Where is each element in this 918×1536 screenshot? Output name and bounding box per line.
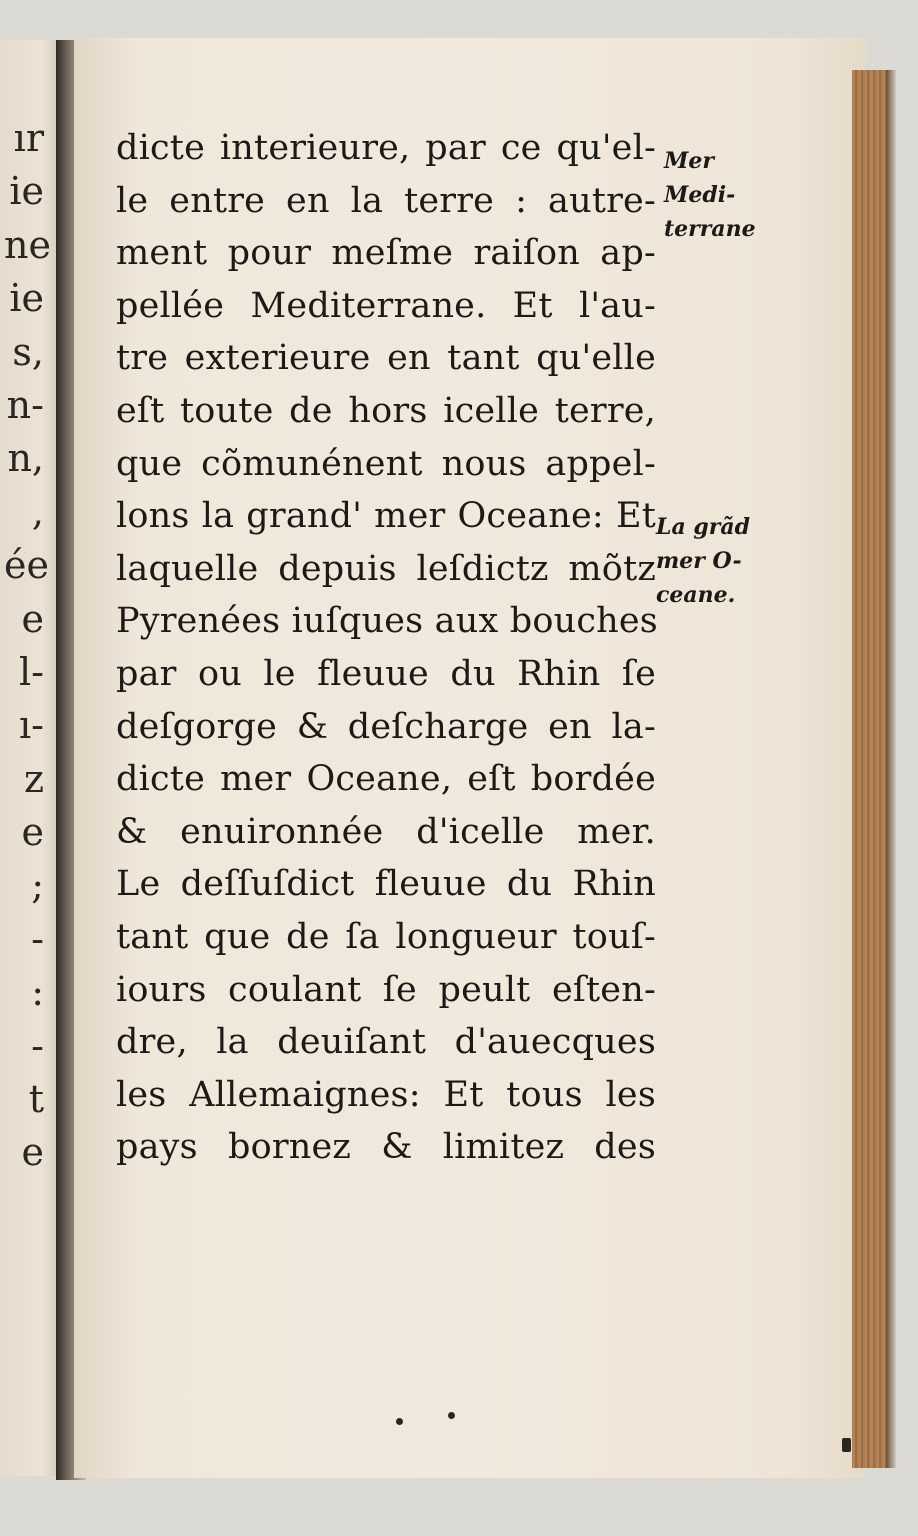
- text-line: deſgorge & deſcharge en la-: [116, 706, 656, 747]
- ink-dot: [396, 1418, 403, 1425]
- left-fragment: n,: [7, 436, 44, 481]
- text-line: & enuironnée d'icelle mer.: [116, 811, 656, 852]
- left-fragment: :: [31, 970, 44, 1015]
- left-fragment: ne: [4, 222, 51, 267]
- page-edge-mark: [842, 1438, 851, 1452]
- margin-note-line: Mer: [664, 148, 714, 174]
- left-fragment: ır: [13, 116, 44, 160]
- text-line: dicte interieure, par ce qu'el-: [116, 128, 656, 168]
- text-line: ment pour meſme raiſon ap-: [116, 233, 656, 274]
- left-fragment: n-: [6, 382, 44, 427]
- left-fragment: t: [28, 1077, 44, 1122]
- text-line: que cõmunénent nous appel-: [116, 443, 656, 484]
- text-line: eſt toute de hors icelle terre,: [116, 390, 656, 431]
- left-fragment: ée: [4, 543, 49, 588]
- text-line: dicte mer Oceane, eſt bordée: [116, 759, 656, 800]
- margin-note-line: mer O-: [656, 548, 742, 574]
- margin-note-line: La grãd: [656, 514, 750, 540]
- text-line: les Allemaignes: Et tous les: [116, 1074, 656, 1115]
- left-fragment: ,: [31, 489, 44, 534]
- page-edges-shadow: [886, 70, 896, 1468]
- left-fragment: ie: [9, 169, 44, 214]
- text-line: lons la grand' mer Oceane: Et: [116, 496, 656, 537]
- ink-dot: [448, 1412, 455, 1419]
- left-fragment: -: [31, 1023, 44, 1068]
- text-line: le entre en la terre : autre-: [116, 180, 656, 221]
- left-fragment: l-: [19, 649, 44, 694]
- left-fragment: e: [21, 810, 44, 855]
- text-line: iours coulant ſe peult eſten-: [116, 969, 656, 1010]
- text-line: pellée Mediterrane. Et l'au-: [116, 285, 656, 326]
- left-page-text-fragments: [4, 112, 51, 1180]
- margin-note-line: ceane.: [656, 582, 736, 608]
- left-fragment: ie: [9, 276, 44, 321]
- text-line: par ou le fleuue du Rhin ſe: [116, 653, 656, 694]
- left-fragment: e: [21, 1130, 44, 1175]
- text-line: tre exterieure en tant qu'elle: [116, 338, 656, 379]
- margin-note-oceane: [656, 510, 750, 612]
- left-fragment: s,: [12, 329, 44, 374]
- main-text-block: [116, 122, 656, 1174]
- text-line: Le deſſuſdict fleuue du Rhin: [116, 864, 656, 905]
- text-line: laquelle depuis leſdictz mõtz: [116, 548, 656, 589]
- left-fragment: ı-: [19, 703, 44, 748]
- left-fragment: e: [21, 596, 44, 641]
- margin-note-line: Medi-: [664, 182, 736, 208]
- left-fragment: -: [31, 916, 44, 961]
- left-fragment: z: [23, 756, 44, 801]
- text-line: tant que de ſa longueur touſ-: [116, 916, 656, 957]
- text-line: dre, la deuiſant d'auecques: [116, 1022, 656, 1063]
- text-line: pays bornez & limitez des: [116, 1127, 656, 1168]
- left-fragment: ;: [31, 863, 44, 908]
- text-line: Pyrenées iuſques aux bouches: [116, 601, 658, 642]
- margin-note-line: terrane: [664, 216, 756, 242]
- margin-note-mediterrane: [664, 144, 756, 246]
